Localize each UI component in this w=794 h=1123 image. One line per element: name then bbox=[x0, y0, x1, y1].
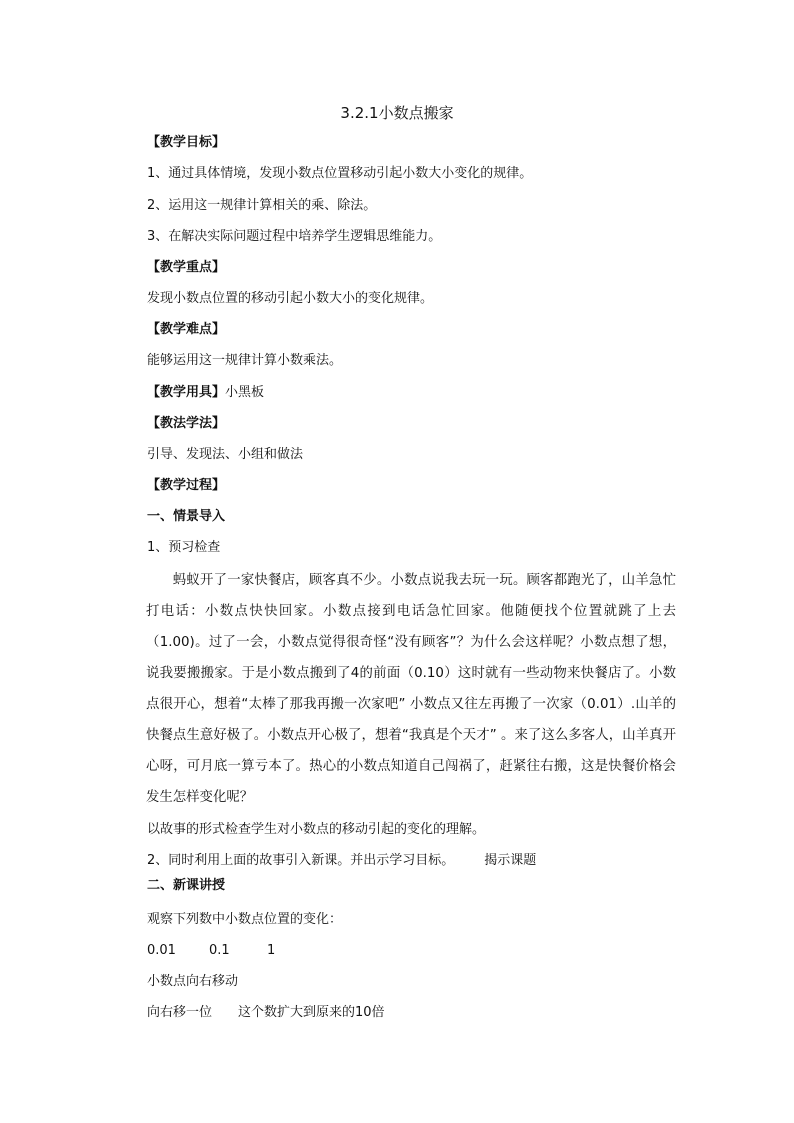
process-heading: 【教学过程】 bbox=[147, 478, 226, 493]
number-row bbox=[147, 941, 275, 961]
move-one-line bbox=[147, 1003, 385, 1023]
objective-2: 2、运用这一规律计算相关的乘、除法。 bbox=[147, 198, 377, 213]
difficulty-heading: 【教学难点】 bbox=[147, 322, 226, 337]
tools-heading: 【教学用具】 bbox=[147, 385, 226, 400]
number-value: 0.01 bbox=[147, 943, 176, 958]
key-points-text: 发现小数点位置的移动引起小数大小的变化规律。 bbox=[147, 291, 434, 306]
key-points-heading: 【教学重点】 bbox=[147, 260, 226, 275]
methods-text: 引导、发现法、小组和做法 bbox=[147, 447, 304, 462]
objective-3: 3、在解决实际问题过程中培养学生逻辑思维能力。 bbox=[147, 229, 442, 244]
move-one-text: 向右移一位 bbox=[147, 1005, 213, 1020]
move-right-text: 小数点向右移动 bbox=[147, 974, 239, 989]
observe-text: 观察下列数中小数点位置的变化： bbox=[147, 912, 343, 927]
methods-heading: 【教法学法】 bbox=[147, 416, 226, 431]
story-note: 以故事的形式检查学生对小数点的移动引起的变化的理解。 bbox=[147, 822, 486, 837]
objective-1: 1、通过具体情境，发现小数点位置移动引起小数大小变化的规律。 bbox=[147, 166, 533, 181]
tools-text: 小黑板 bbox=[225, 385, 265, 400]
step-2-extra: 揭示课题 bbox=[484, 853, 537, 868]
number-value: 1 bbox=[267, 943, 276, 958]
difficulty-text: 能够运用这一规律计算小数乘法。 bbox=[147, 353, 343, 368]
step-2-line bbox=[147, 851, 536, 871]
tools-line bbox=[147, 383, 264, 403]
step-1: 1、预习检查 bbox=[147, 540, 221, 555]
step-2-text: 2、同时利用上面的故事引入新课。并出示学习目标。 bbox=[147, 853, 455, 868]
objectives-heading: 【教学目标】 bbox=[147, 135, 226, 150]
number-value: 0.1 bbox=[209, 943, 230, 958]
part-1-heading: 一、情景导入 bbox=[147, 509, 226, 524]
document-title: 3.2.1小数点搬家 bbox=[340, 104, 454, 122]
part-2-heading: 二、新课讲授 bbox=[147, 878, 226, 893]
story-paragraph bbox=[146, 565, 676, 813]
move-one-result: 这个数扩大到原来的10倍 bbox=[238, 1005, 385, 1020]
story-text: 蚂蚁开了一家快餐店，顾客真不少。小数点说我去玩一玩。顾客都跑光了，山羊急忙打电话：小数点快快回家。小数点接到电话急忙回家。他随便找个位置就跳了上去（1.00)。过了一会，小数点觉得很奇怪“没有顾客”？为什么会这样呢？小数点想了想，说我要搬搬家。于是小数点搬到了4的前面（0.10）这时就有一些动物来快餐店了。小数点很开心，想着“太棒了那我再搬一次家吧” 小数点又往左再搬了一次家（0.01）.山羊的快餐点生意好极了。小数点开心极了，想着“我真是个天才” 。来了这么多客人，山羊真开心呀，可月底一算亏本了。热心的小数点知道自己闯祸了，赶紧往右搬，这是快餐价格会发生怎样变化呢？ bbox=[146, 573, 676, 805]
